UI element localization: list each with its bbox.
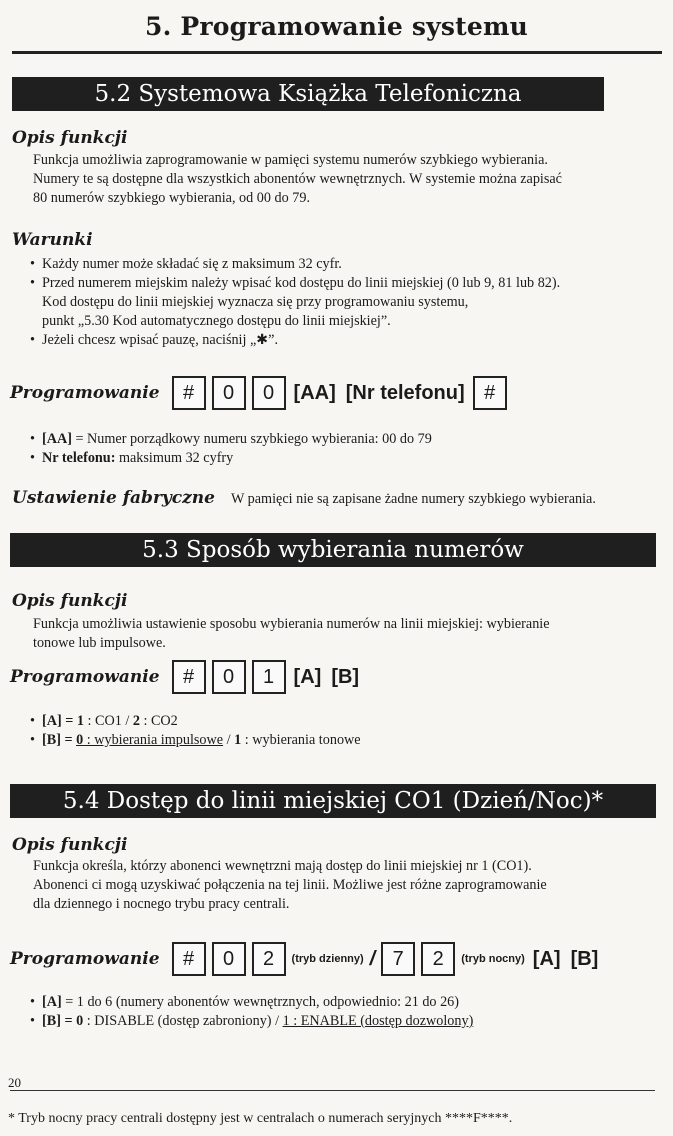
key-0: 0 — [212, 942, 246, 976]
s54-programming-row — [10, 942, 600, 976]
s52-prog-label: Programowanie — [10, 383, 160, 403]
s52-notes — [30, 430, 655, 468]
param-b: [B] — [570, 947, 599, 970]
key-hash: # — [172, 942, 206, 976]
s54-notes — [30, 993, 655, 1031]
s53-prog-label: Programowanie — [10, 667, 160, 687]
section-5-3-header: 5.3 Sposób wybierania numerów — [10, 533, 656, 567]
list-item: • [AA] = Numer porządkowy numeru szybkiego wybierania: 00 do 79 — [30, 430, 655, 449]
key-1: 1 — [252, 660, 286, 694]
s53-notes — [30, 712, 655, 750]
title-rule — [12, 51, 662, 54]
page-number: 20 — [8, 1075, 21, 1090]
page-title: 5. Programowanie systemu — [145, 12, 528, 41]
s53-programming-row — [10, 660, 361, 694]
param-b: [B] — [331, 665, 360, 688]
param-a: [A] — [293, 665, 322, 688]
key-2: 2 — [252, 942, 286, 976]
key-hash: # — [473, 376, 507, 410]
key-2: 2 — [421, 942, 455, 976]
key-0: 0 — [212, 376, 246, 410]
night-mode-note: (tryb nocny) — [461, 953, 525, 965]
list-item: • Przed numerem miejskim należy wpisać kod dostępu do linii miejskiej (0 lub 9, 81 lub 82). Kod dostępu do linii miejskiej wyznacza się przy programowaniu systemu, punkt „5.30 Kod automatycznego dostępu do linii miejskiej”. — [30, 274, 655, 331]
s54-opis-text: Funkcja określa, którzy abonenci wewnętrzni mają dostęp do linii miejskiej nr 1 (CO1). Abonenci ci mogą uzyskiwać połączenia na tej linii. Możliwe jest różne zaprogramowanie dla dziennego i nocnego trybu pracy centrali. — [33, 858, 547, 912]
key-hash: # — [172, 660, 206, 694]
key-0: 0 — [252, 376, 286, 410]
list-item: • [B] = 0 : wybierania impulsowe / 1 : wybierania tonowe — [30, 731, 655, 750]
param-nr-telefonu: [Nr telefonu] — [345, 381, 465, 404]
footer-rule — [10, 1090, 655, 1091]
s52-opis-text: Funkcja umożliwia zaprogramowanie w pamięci systemu numerów szybkiego wybierania. Numery te są dostępne dla wszystkich abonentów wewnętrznych. W systemie można zapisać 80 numerów szybkiego wybierania, od 00 do 79. — [33, 152, 562, 206]
footnote: * Tryb nocny pracy centrali dostępny jest w centralach o numerach seryjnych ****F****. — [8, 1111, 513, 1126]
s52-warunki-heading: Warunki — [12, 230, 93, 250]
s54-prog-label: Programowanie — [10, 949, 160, 969]
list-item: • [A] = 1 do 6 (numery abonentów wewnętrznych, odpowiednio: 21 do 26) — [30, 993, 655, 1012]
list-item: • Nr telefonu: maksimum 32 cyfry — [30, 449, 655, 468]
list-item: • Każdy numer może składać się z maksimum 32 cyfr. — [30, 255, 655, 274]
s52-programming-row — [10, 376, 507, 410]
section-5-2-header: 5.2 Systemowa Książka Telefoniczna — [12, 77, 604, 111]
key-0: 0 — [212, 660, 246, 694]
s52-warunki-list — [30, 255, 655, 350]
s54-opis-heading: Opis funkcji — [12, 835, 128, 855]
list-item: • Jeżeli chcesz wpisać pauzę, naciśnij „✱”. — [30, 331, 655, 350]
s52-opis-heading: Opis funkcji — [12, 128, 128, 148]
s52-factory-setting: Ustawienie fabryczne W pamięci nie są zapisane żadne numery szybkiego wybierania. — [12, 488, 596, 508]
key-7: 7 — [381, 942, 415, 976]
list-item: • [A] = 1 : CO1 / 2 : CO2 — [30, 712, 655, 731]
s53-opis-text: Funkcja umożliwia ustawienie sposobu wybierania numerów na linii miejskiej: wybieranie tonowe lub impulsowe. — [33, 616, 550, 651]
list-item: • [B] = 0 : DISABLE (dostęp zabroniony) / 1 : ENABLE (dostęp dozwolony) — [30, 1012, 655, 1031]
separator-slash: / — [369, 947, 376, 970]
day-mode-note: (tryb dzienny) — [291, 953, 364, 965]
s53-opis-heading: Opis funkcji — [12, 591, 128, 611]
section-5-4-header: 5.4 Dostęp do linii miejskiej CO1 (Dzień/Noc)* — [10, 784, 656, 818]
param-aa: [AA] — [293, 381, 336, 404]
param-a: [A] — [532, 947, 561, 970]
key-hash: # — [172, 376, 206, 410]
